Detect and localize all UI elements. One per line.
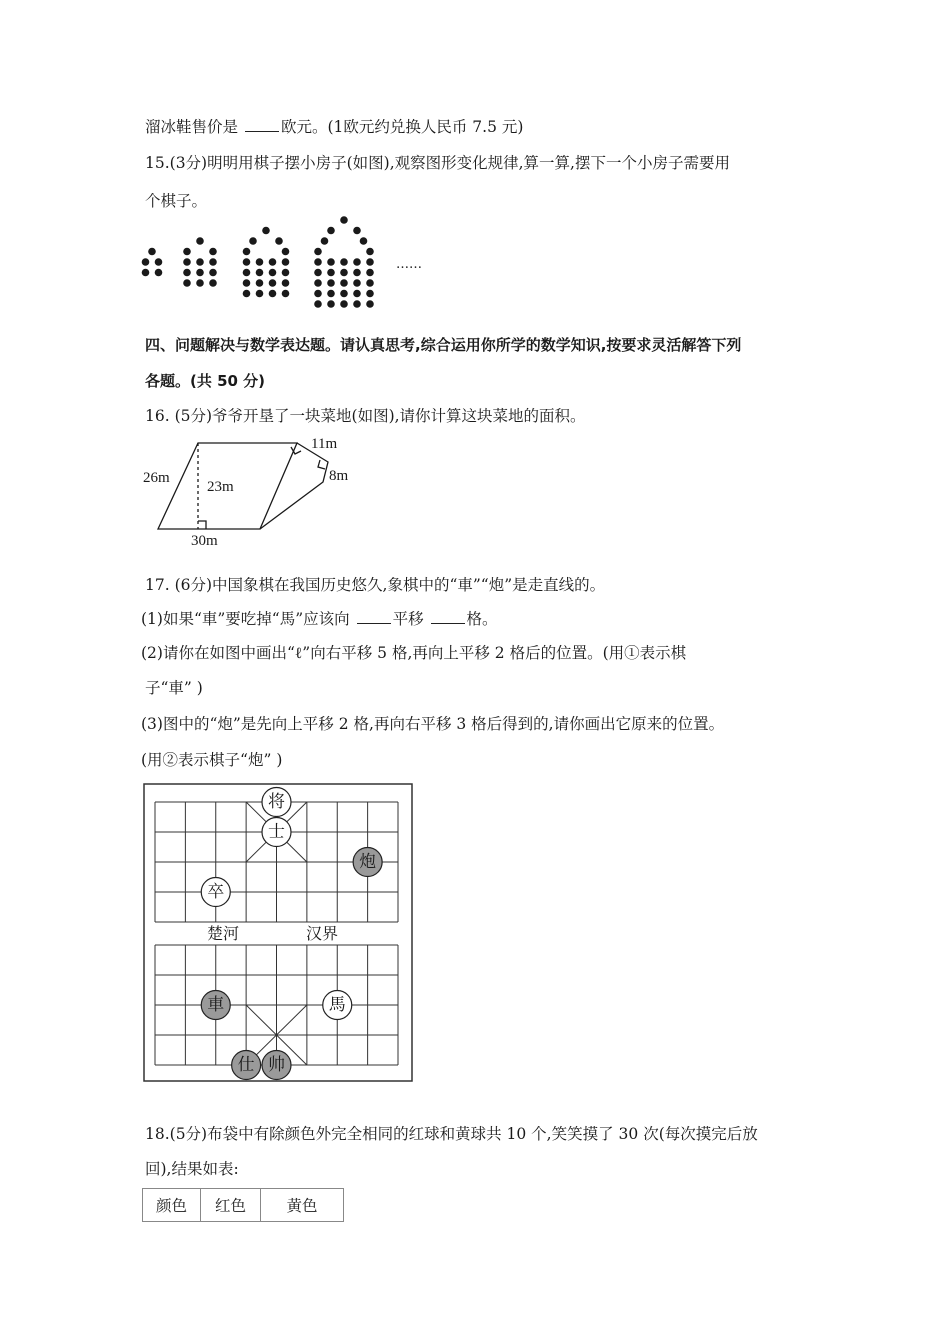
chess-dot bbox=[360, 237, 368, 245]
chess-dot bbox=[366, 290, 374, 298]
q17-p1-text-mid: 平移 bbox=[392, 610, 424, 628]
chess-dot bbox=[196, 237, 204, 245]
chess-dot bbox=[314, 269, 322, 277]
chess-piece-label: 卒 bbox=[207, 882, 225, 902]
chess-dot bbox=[256, 258, 264, 266]
q17-part2-line1: (2)请你在如图中画出“ℓ”向右平移 5 格,再向上平移 2 格后的位置。(用①表示棋 bbox=[141, 644, 687, 662]
q18-line1: 18.(5分)布袋中有除颜色外完全相同的红球和黄球共 10 个,笑笑摸了 30 次(每次摸完后放 bbox=[145, 1125, 758, 1143]
chess-dot bbox=[269, 279, 277, 287]
chess-dot bbox=[209, 258, 217, 266]
triangle-part bbox=[260, 443, 328, 529]
chess-dot bbox=[327, 279, 335, 287]
chess-dot bbox=[196, 269, 204, 277]
chess-dot bbox=[243, 269, 251, 277]
chess-piece-label: 馬 bbox=[328, 995, 346, 1015]
section4-heading-line1: 四、问题解决与数学表达题。请认真思考,综合运用你所学的数学知识,按要求灵活解答下列 bbox=[145, 336, 742, 354]
chess-dot bbox=[314, 258, 322, 266]
chess-dot bbox=[366, 300, 374, 308]
chess-dot bbox=[155, 258, 163, 266]
chess-dot bbox=[243, 248, 251, 256]
table-header-red: 红色 bbox=[201, 1189, 261, 1222]
steps-blank[interactable] bbox=[431, 609, 465, 624]
chess-piece-label: 士 bbox=[268, 822, 285, 842]
chess-dot bbox=[142, 269, 150, 277]
chess-dot bbox=[366, 258, 374, 266]
chess-dot bbox=[155, 269, 163, 277]
right-angle-mark bbox=[318, 460, 325, 469]
q17-part3-line2: (用②表示棋子“炮” ) bbox=[141, 751, 283, 769]
chess-dot bbox=[314, 248, 322, 256]
chess-dot bbox=[183, 258, 191, 266]
chess-dot bbox=[183, 279, 191, 287]
chess-dot bbox=[353, 269, 361, 277]
dot-house bbox=[243, 227, 290, 298]
label-30m: 30m bbox=[191, 533, 218, 549]
chess-dot bbox=[256, 269, 264, 277]
q17-p1-text-end: 格。 bbox=[466, 610, 498, 628]
table-row bbox=[143, 1189, 344, 1222]
chess-dot bbox=[327, 300, 335, 308]
q14-text-before: 溜冰鞋售价是 bbox=[145, 118, 239, 136]
chess-dot bbox=[243, 258, 251, 266]
chess-dot bbox=[269, 258, 277, 266]
chess-dot bbox=[327, 290, 335, 298]
chess-dot bbox=[209, 269, 217, 277]
land-figure bbox=[158, 443, 328, 529]
chess-piece-label: 炮 bbox=[359, 852, 377, 872]
chess-dot bbox=[269, 269, 277, 277]
chess-dot bbox=[282, 269, 290, 277]
chess-piece-label: 将 bbox=[268, 792, 285, 812]
chess-dot bbox=[282, 248, 290, 256]
chess-dot bbox=[148, 248, 156, 256]
chess-dot bbox=[353, 258, 361, 266]
dot-house bbox=[142, 248, 163, 277]
ellipsis: …… bbox=[396, 257, 422, 272]
chess-dot bbox=[340, 258, 348, 266]
chess-dot bbox=[353, 300, 361, 308]
chess-dot bbox=[340, 279, 348, 287]
direction-blank[interactable] bbox=[357, 609, 391, 624]
q17-p1-text: (1)如果“車”要吃掉“馬”应该向 bbox=[141, 610, 350, 628]
q15-line2: 个棋子。 bbox=[145, 192, 208, 210]
q14-text-after: 欧元。(1欧元约兑换人民币 7.5 元) bbox=[280, 118, 524, 136]
chess-piece-label: 仕 bbox=[237, 1055, 255, 1075]
chess-dot bbox=[314, 300, 322, 308]
chess-dot bbox=[249, 237, 257, 245]
chess-dot bbox=[340, 290, 348, 298]
chess-dot bbox=[327, 227, 335, 235]
table-header-yellow: 黄色 bbox=[261, 1189, 344, 1222]
chess-dot bbox=[340, 269, 348, 277]
chess-dot bbox=[243, 290, 251, 298]
chess-dot bbox=[243, 279, 251, 287]
chess-dot bbox=[327, 258, 335, 266]
chess-dot bbox=[209, 279, 217, 287]
river-label-han-jie: 汉界 bbox=[306, 924, 339, 943]
river-label-chu-he: 楚河 bbox=[207, 924, 240, 943]
q18-line2: 回),结果如表: bbox=[145, 1160, 239, 1178]
dot-house bbox=[314, 216, 374, 308]
chess-dot bbox=[196, 258, 204, 266]
chess-dot bbox=[262, 227, 270, 235]
chess-piece-label: 車 bbox=[207, 995, 225, 1015]
q17-part3-line1: (3)图中的“炮”是先向上平移 2 格,再向右平移 3 格后得到的,请你画出它原来的位置。 bbox=[141, 715, 725, 733]
chess-piece-label: 帅 bbox=[268, 1055, 285, 1075]
q16-text: 16. (5分)爷爷开垦了一块菜地(如图),请你计算这块菜地的面积。 bbox=[145, 407, 586, 425]
dot-house bbox=[183, 237, 217, 287]
label-11m: 11m bbox=[311, 436, 338, 452]
q17-line1: 17. (6分)中国象棋在我国历史悠久,象棋中的“車”“炮”是走直线的。 bbox=[145, 576, 606, 594]
chess-dot bbox=[340, 300, 348, 308]
chess-dot bbox=[142, 258, 150, 266]
chess-dot bbox=[183, 269, 191, 277]
chess-dot bbox=[321, 237, 329, 245]
chess-dot bbox=[366, 279, 374, 287]
chess-dot bbox=[282, 290, 290, 298]
chess-dot bbox=[282, 258, 290, 266]
chess-dot bbox=[282, 279, 290, 287]
chess-dot bbox=[327, 269, 335, 277]
chess-dot bbox=[256, 279, 264, 287]
chess-dot bbox=[256, 290, 264, 298]
q17-part1 bbox=[141, 609, 498, 629]
label-8m: 8m bbox=[329, 468, 349, 484]
q15-line1: 15.(3分)明明用棋子摆小房子(如图),观察图形变化规律,算一算,摆下一个小房子需要用 bbox=[145, 154, 730, 172]
label-26m: 26m bbox=[143, 470, 170, 486]
chess-dot bbox=[314, 279, 322, 287]
chess-dot bbox=[340, 216, 348, 224]
chess-dot bbox=[314, 290, 322, 298]
table-header-color: 颜色 bbox=[143, 1189, 201, 1222]
chess-dot bbox=[196, 279, 204, 287]
chess-dot bbox=[353, 279, 361, 287]
dot-houses-figure bbox=[142, 216, 374, 308]
chess-dot bbox=[183, 248, 191, 256]
q17-part2-line2: 子“車” ) bbox=[145, 679, 203, 697]
section4-heading-line2: 各题。(共 50 分) bbox=[145, 372, 266, 390]
chess-dot bbox=[366, 248, 374, 256]
label-23m: 23m bbox=[207, 479, 234, 495]
chess-dot bbox=[353, 290, 361, 298]
results-table bbox=[142, 1188, 344, 1222]
chess-dot bbox=[209, 248, 217, 256]
chess-dot bbox=[275, 237, 283, 245]
chess-dot bbox=[366, 269, 374, 277]
chess-dot bbox=[269, 290, 277, 298]
chess-dot bbox=[353, 227, 361, 235]
right-angle-mark bbox=[198, 521, 206, 529]
